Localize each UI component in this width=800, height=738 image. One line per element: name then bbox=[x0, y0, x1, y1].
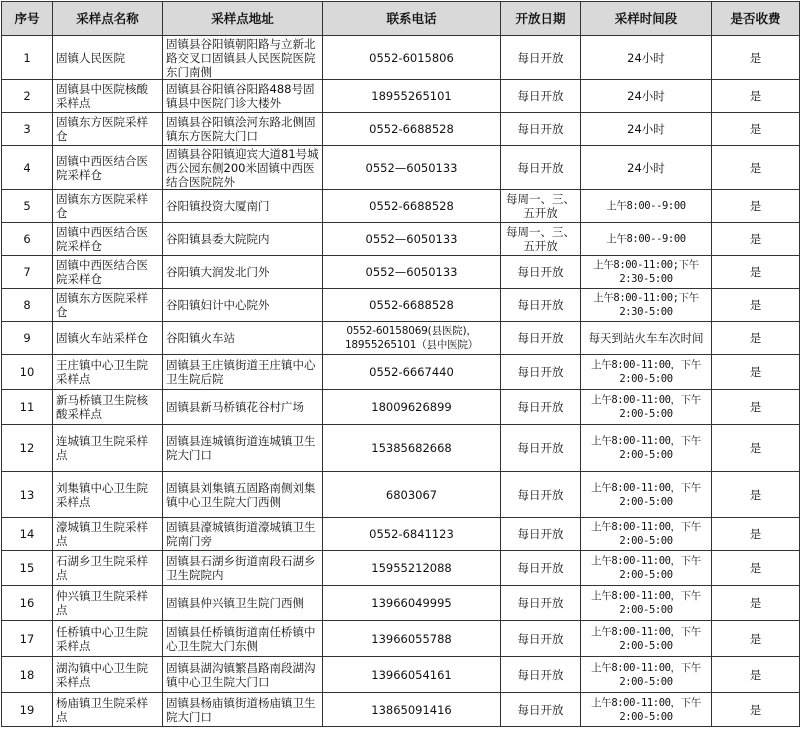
table-row bbox=[2, 256, 800, 289]
cell-open-days: 每周一、三、五开放 bbox=[501, 223, 581, 256]
cell-phone: 18009626899 bbox=[323, 390, 501, 425]
cell-row-number: 18 bbox=[2, 657, 53, 693]
cell-sampling-hours: 上午8:00-11:00，下午2:00-5:00 bbox=[581, 425, 712, 472]
cell-sampling-hours: 24小时 bbox=[581, 80, 712, 113]
cell-site-name: 固镇中西医结合医院采样仓 bbox=[53, 146, 163, 190]
cell-open-days: 每日开放 bbox=[501, 657, 581, 693]
table-row bbox=[2, 355, 800, 390]
cell-site-name: 固镇中西医结合医院采样仓 bbox=[53, 256, 163, 289]
cell-open-days: 每周一、三、五开放 bbox=[501, 190, 581, 223]
cell-sampling-hours: 上午8:00-11:00，下午2:00-5:00 bbox=[581, 355, 712, 390]
cell-site-address: 谷阳镇大润发北门外 bbox=[163, 256, 323, 289]
cell-fee: 是 bbox=[712, 355, 800, 390]
cell-site-address: 固镇县谷阳镇迎宾大道81号城西公园东侧200米固镇中西医结合医院院外 bbox=[163, 146, 323, 190]
table-row bbox=[2, 322, 800, 355]
cell-phone: 0552-6841123 bbox=[323, 518, 501, 551]
cell-open-days: 每日开放 bbox=[501, 551, 581, 586]
cell-site-name: 濠城镇卫生院采样点 bbox=[53, 518, 163, 551]
table-row bbox=[2, 190, 800, 223]
cell-site-name: 连城镇卫生院采样点 bbox=[53, 425, 163, 472]
cell-sampling-hours: 上午8:00--9:00 bbox=[581, 190, 712, 223]
cell-fee: 是 bbox=[712, 586, 800, 621]
cell-open-days: 每日开放 bbox=[501, 256, 581, 289]
cell-row-number: 8 bbox=[2, 289, 53, 322]
cell-open-days: 每日开放 bbox=[501, 586, 581, 621]
cell-phone: 15385682668 bbox=[323, 425, 501, 472]
cell-site-address: 固镇县新马桥镇花谷村广场 bbox=[163, 390, 323, 425]
cell-site-name: 湖沟镇中心卫生院采样点 bbox=[53, 657, 163, 693]
cell-row-number: 14 bbox=[2, 518, 53, 551]
cell-site-address: 固镇县仲兴镇卫生院门西侧 bbox=[163, 586, 323, 621]
cell-row-number: 12 bbox=[2, 425, 53, 472]
cell-phone: 0552-6015806 bbox=[323, 36, 501, 80]
cell-phone: 0552—6050133 bbox=[323, 146, 501, 190]
table-row bbox=[2, 390, 800, 425]
cell-site-address: 固镇县谷阳镇谷阳路488号固镇县中医院门诊大楼外 bbox=[163, 80, 323, 113]
cell-site-name: 固镇县中医院核酸采样点 bbox=[53, 80, 163, 113]
table-row bbox=[2, 472, 800, 518]
cell-phone: 0552—6050133 bbox=[323, 256, 501, 289]
cell-row-number: 19 bbox=[2, 693, 53, 727]
cell-fee: 是 bbox=[712, 472, 800, 518]
cell-site-address: 谷阳镇投资大厦南门 bbox=[163, 190, 323, 223]
cell-phone: 0552-6667440 bbox=[323, 355, 501, 390]
cell-phone: 0552-6688528 bbox=[323, 190, 501, 223]
cell-sampling-hours: 每天到站火车车次时间 bbox=[581, 322, 712, 355]
cell-site-name: 固镇人民医院 bbox=[53, 36, 163, 80]
cell-open-days: 每日开放 bbox=[501, 322, 581, 355]
cell-row-number: 6 bbox=[2, 223, 53, 256]
cell-open-days: 每日开放 bbox=[501, 80, 581, 113]
cell-row-number: 17 bbox=[2, 621, 53, 657]
cell-site-address: 固镇县谷阳镇浍河东路北侧固镇东方医院大门口 bbox=[163, 113, 323, 146]
table-row bbox=[2, 146, 800, 190]
cell-phone: 0552-6688528 bbox=[323, 113, 501, 146]
cell-site-address: 固镇县谷阳镇朝阳路与立新北路交叉口固镇县人民医院医院东门南侧 bbox=[163, 36, 323, 80]
table-header-row bbox=[2, 2, 800, 36]
cell-site-name: 仲兴镇卫生院采样点 bbox=[53, 586, 163, 621]
header-phone: 联系电话 bbox=[323, 2, 501, 36]
cell-site-name: 固镇东方医院采样仓 bbox=[53, 113, 163, 146]
cell-fee: 是 bbox=[712, 518, 800, 551]
cell-row-number: 16 bbox=[2, 586, 53, 621]
cell-fee: 是 bbox=[712, 289, 800, 322]
cell-site-name: 固镇东方医院采样仓 bbox=[53, 289, 163, 322]
header-open-days: 开放日期 bbox=[501, 2, 581, 36]
header-site-address: 采样点地址 bbox=[163, 2, 323, 36]
cell-site-name: 固镇火车站采样仓 bbox=[53, 322, 163, 355]
cell-sampling-hours: 上午8:00-11:00;下午2:30-5:00 bbox=[581, 256, 712, 289]
header-site-name: 采样点名称 bbox=[53, 2, 163, 36]
cell-open-days: 每日开放 bbox=[501, 518, 581, 551]
header-no: 序号 bbox=[2, 2, 53, 36]
cell-site-name: 固镇东方医院采样仓 bbox=[53, 190, 163, 223]
cell-sampling-hours: 上午8:00-11:00;下午2:30-5:00 bbox=[581, 289, 712, 322]
cell-sampling-hours: 24小时 bbox=[581, 146, 712, 190]
cell-row-number: 7 bbox=[2, 256, 53, 289]
cell-site-name: 任桥镇中心卫生院采样点 bbox=[53, 621, 163, 657]
cell-row-number: 2 bbox=[2, 80, 53, 113]
cell-row-number: 10 bbox=[2, 355, 53, 390]
cell-site-name: 新马桥镇卫生院核酸采样点 bbox=[53, 390, 163, 425]
cell-fee: 是 bbox=[712, 113, 800, 146]
cell-open-days: 每日开放 bbox=[501, 390, 581, 425]
table-row bbox=[2, 551, 800, 586]
table-row bbox=[2, 693, 800, 727]
cell-site-name: 刘集镇中心卫生院采样点 bbox=[53, 472, 163, 518]
cell-sampling-hours: 上午8:00-11:00，下午2:00-5:00 bbox=[581, 390, 712, 425]
cell-row-number: 3 bbox=[2, 113, 53, 146]
cell-sampling-hours: 24小时 bbox=[581, 113, 712, 146]
cell-row-number: 11 bbox=[2, 390, 53, 425]
table-row bbox=[2, 657, 800, 693]
cell-sampling-hours: 24小时 bbox=[581, 36, 712, 80]
cell-open-days: 每日开放 bbox=[501, 693, 581, 727]
cell-fee: 是 bbox=[712, 621, 800, 657]
cell-open-days: 每日开放 bbox=[501, 36, 581, 80]
cell-fee: 是 bbox=[712, 36, 800, 80]
cell-site-address: 谷阳镇妇计中心院外 bbox=[163, 289, 323, 322]
cell-row-number: 9 bbox=[2, 322, 53, 355]
cell-site-address: 固镇县刘集镇五固路南侧刘集镇中心卫生院大门西侧 bbox=[163, 472, 323, 518]
cell-open-days: 每日开放 bbox=[501, 113, 581, 146]
cell-sampling-hours: 上午8:00-11:00，下午2:00-5:00 bbox=[581, 551, 712, 586]
cell-row-number: 13 bbox=[2, 472, 53, 518]
cell-fee: 是 bbox=[712, 390, 800, 425]
cell-row-number: 4 bbox=[2, 146, 53, 190]
table-row bbox=[2, 223, 800, 256]
cell-fee: 是 bbox=[712, 80, 800, 113]
cell-fee: 是 bbox=[712, 551, 800, 586]
header-fee: 是否收费 bbox=[712, 2, 800, 36]
table-row bbox=[2, 586, 800, 621]
cell-open-days: 每日开放 bbox=[501, 472, 581, 518]
table-row bbox=[2, 36, 800, 80]
cell-site-name: 石湖乡卫生院采样点 bbox=[53, 551, 163, 586]
cell-fee: 是 bbox=[712, 146, 800, 190]
cell-sampling-hours: 上午8:00-11:00，下午2:00-5:00 bbox=[581, 693, 712, 727]
cell-phone: 13966055788 bbox=[323, 621, 501, 657]
cell-fee: 是 bbox=[712, 190, 800, 223]
sampling-sites-table bbox=[1, 1, 800, 727]
cell-phone: 0552-6688528 bbox=[323, 289, 501, 322]
cell-site-name: 王庄镇中心卫生院采样点 bbox=[53, 355, 163, 390]
table-row bbox=[2, 289, 800, 322]
cell-phone: 0552-60158069(县医院)，18955265101（县中医院） bbox=[323, 322, 501, 355]
table-row bbox=[2, 518, 800, 551]
cell-sampling-hours: 上午8:00-11:00，下午2:00-5:00 bbox=[581, 586, 712, 621]
cell-site-address: 固镇县石湖乡街道南段石湖乡卫生院院内 bbox=[163, 551, 323, 586]
cell-sampling-hours: 上午8:00-11:00，下午2:00-5:00 bbox=[581, 518, 712, 551]
table-row bbox=[2, 80, 800, 113]
cell-fee: 是 bbox=[712, 223, 800, 256]
cell-site-address: 固镇县任桥镇街道南任桥镇中心卫生院大门东侧 bbox=[163, 621, 323, 657]
cell-sampling-hours: 上午8:00-11:00，下午2:00-5:00 bbox=[581, 472, 712, 518]
cell-phone: 0552—6050133 bbox=[323, 223, 501, 256]
cell-fee: 是 bbox=[712, 256, 800, 289]
cell-site-address: 固镇县杨庙镇街道杨庙镇卫生院大门口 bbox=[163, 693, 323, 727]
cell-open-days: 每日开放 bbox=[501, 146, 581, 190]
cell-site-address: 固镇县王庄镇街道王庄镇中心卫生院后院 bbox=[163, 355, 323, 390]
cell-site-address: 固镇县连城镇街道连城镇卫生院大门口 bbox=[163, 425, 323, 472]
cell-phone: 6803067 bbox=[323, 472, 501, 518]
cell-site-name: 固镇中西医结合医院采样仓 bbox=[53, 223, 163, 256]
cell-site-address: 谷阳镇县委大院院内 bbox=[163, 223, 323, 256]
cell-open-days: 每日开放 bbox=[501, 425, 581, 472]
cell-row-number: 1 bbox=[2, 36, 53, 80]
cell-phone: 15955212088 bbox=[323, 551, 501, 586]
cell-fee: 是 bbox=[712, 693, 800, 727]
cell-site-name: 杨庙镇卫生院采样点 bbox=[53, 693, 163, 727]
cell-phone: 13865091416 bbox=[323, 693, 501, 727]
cell-row-number: 15 bbox=[2, 551, 53, 586]
cell-open-days: 每日开放 bbox=[501, 621, 581, 657]
cell-open-days: 每日开放 bbox=[501, 355, 581, 390]
cell-phone: 13966054161 bbox=[323, 657, 501, 693]
table-row bbox=[2, 113, 800, 146]
cell-open-days: 每日开放 bbox=[501, 289, 581, 322]
cell-fee: 是 bbox=[712, 322, 800, 355]
cell-fee: 是 bbox=[712, 425, 800, 472]
cell-sampling-hours: 上午8:00-11:00，下午2:00-5:00 bbox=[581, 621, 712, 657]
cell-phone: 13966049995 bbox=[323, 586, 501, 621]
cell-phone: 18955265101 bbox=[323, 80, 501, 113]
cell-fee: 是 bbox=[712, 657, 800, 693]
header-sampling-hours: 采样时间段 bbox=[581, 2, 712, 36]
table-row bbox=[2, 425, 800, 472]
cell-site-address: 谷阳镇火车站 bbox=[163, 322, 323, 355]
table-row bbox=[2, 621, 800, 657]
table-body bbox=[2, 36, 800, 727]
cell-row-number: 5 bbox=[2, 190, 53, 223]
cell-sampling-hours: 上午8:00-11:00，下午2:00-5:00 bbox=[581, 657, 712, 693]
cell-site-address: 固镇县湖沟镇繁昌路南段湖沟镇中心卫生院大门口 bbox=[163, 657, 323, 693]
cell-sampling-hours: 上午8:00--9:00 bbox=[581, 223, 712, 256]
cell-site-address: 固镇县濠城镇街道濠城镇卫生院南门旁 bbox=[163, 518, 323, 551]
